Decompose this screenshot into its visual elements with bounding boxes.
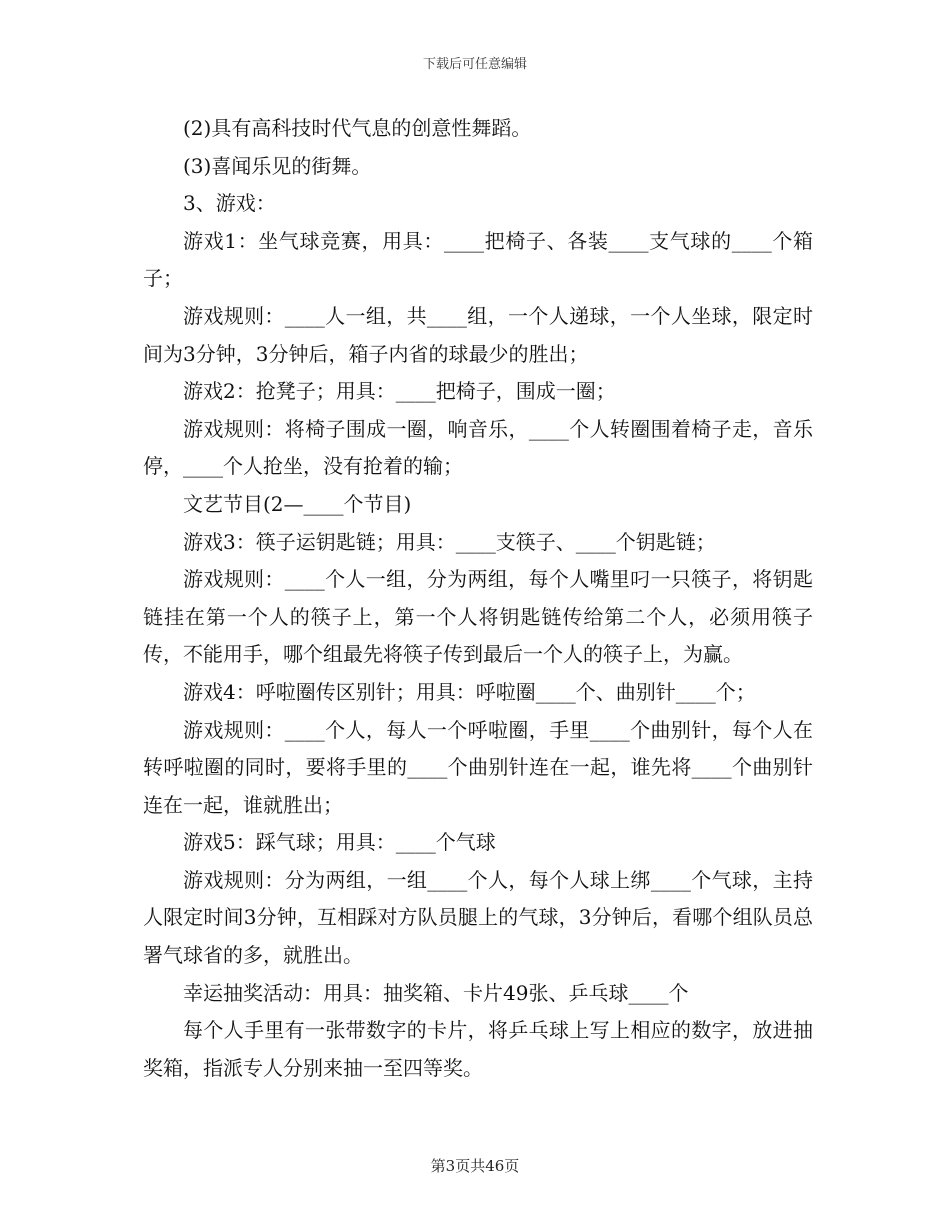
paragraph-lottery: 幸运抽奖活动：用具：抽奖箱、卡片49张、乒乓球____个 xyxy=(183,980,689,1005)
page-number: 第3页共46页 xyxy=(430,1157,520,1175)
paragraph-game-4-rules: 游戏规则：____个人，每人一个呼啦圈，手里____个曲别针，每个人在转呼啦圈的同时，要将手里的____个曲别针连在一起，谁先将____个曲别针连在一起，谁就胜出； xyxy=(143,717,813,817)
paragraph-game-2: 游戏2：抢凳子；用具：____把椅子，围成一圈； xyxy=(183,379,616,404)
paragraph-dance-2: (2)具有高科技时代气息的创意性舞蹈。 xyxy=(183,116,532,140)
paragraph-lottery-rules: 每个人手里有一张带数字的卡片，将乒乓球上写上相应的数字，放进抽奖箱，指派专人分别来抽一至四等奖。 xyxy=(143,1018,813,1080)
paragraph-game-3-rules: 游戏规则：____个人一组，分为两组，每个人嘴里叼一只筷子，将钥匙链挂在第一个人的筷子上，第一个人将钥匙链传给第二个人，必须用筷子传，不能用手，哪个组最先将筷子传到最后一个人的筷子上，为赢。 xyxy=(143,567,813,667)
paragraph-game-4: 游戏4：呼啦圈传区别针；用具：呼啦圈____个、曲别针____个； xyxy=(183,679,756,704)
paragraph-game-1: 游戏1：坐气球竞赛，用具：____把椅子、各装____支气球的____个箱子； xyxy=(143,228,813,291)
paragraph-game-5: 游戏5：踩气球；用具：____个气球 xyxy=(183,830,496,855)
paragraph-game-5-rules: 游戏规则：分为两组，一组____个人，每个人球上绑____个气球，主持人限定时间3分钟，互相踩对方队员腿上的气球，3分钟后，看哪个组队员总署气球省的多，就胜出。 xyxy=(143,867,813,968)
page-header-note: 下载后可任意编辑 xyxy=(422,57,527,72)
paragraph-dance-3: (3)喜闻乐见的街舞。 xyxy=(183,153,372,178)
paragraph-game-2-rules: 游戏规则：将椅子围成一圈，响音乐，____个人转圈围着椅子走，音乐停，____个人抢坐，没有抢着的输； xyxy=(143,416,813,479)
section-heading-games: 3、游戏： xyxy=(183,191,276,216)
paragraph-game-3: 游戏3：筷子运钥匙链；用具：____支筷子、____个钥匙链； xyxy=(183,529,716,554)
document-body xyxy=(143,110,813,1087)
paragraph-performances: 文艺节目(2—____个节目) xyxy=(183,491,412,516)
paragraph-game-1-rules: 游戏规则：____人一组，共____组，一个人递球，一个人坐球，限定时间为3分钟，3分钟后，箱子内省的球最少的胜出； xyxy=(143,303,813,366)
